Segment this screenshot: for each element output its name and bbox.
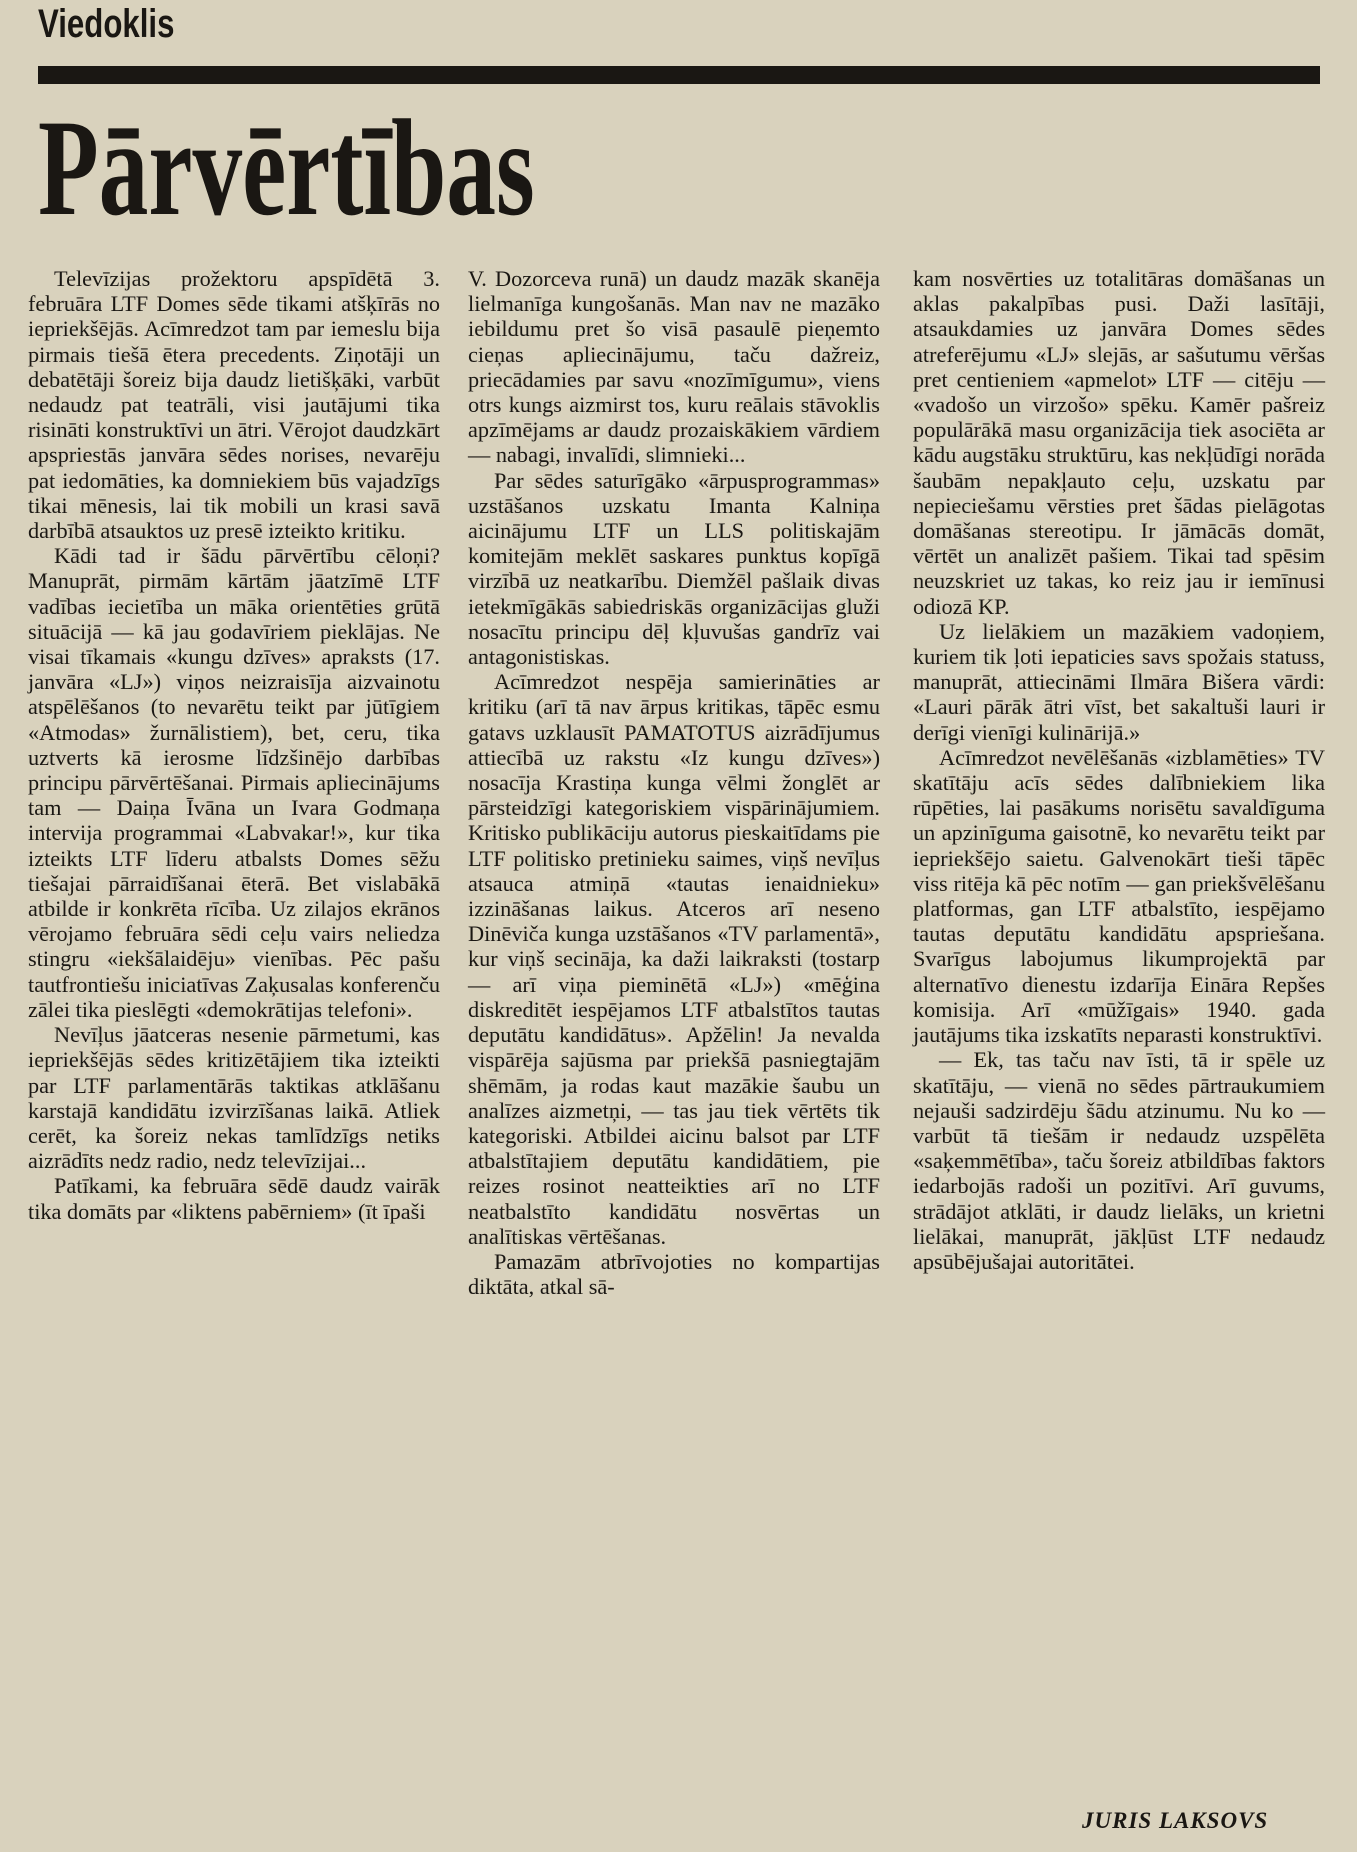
section-rubric: Viedoklis bbox=[38, 2, 175, 46]
article-column-1 bbox=[28, 266, 440, 1224]
paragraph: kam nosvērties uz totalitāras domāšanas un aklas pakalpības pusi. Daži lasītāji, atsaukdamies uz janvāra Domes sēdes atreferējumu «LJ» slejās, ar sašutumu vēršas pret centieniem «apmelot» LTF — citēju — «vadošo un virzošo» spēku. Kamēr pašreiz populārākā masu organizācija tiek asociēta ar kādu augstāku struktūru, kas nekļūdīgi norāda šaubām nepakļauto ceļu, uzskatu par nepieciešamu vērsties pret šādas pielāgotas domāšanas stereotipu. Ir jāmācās domāt, vērtēt un analizēt pašiem. Tikai tad spēsim neuzskriet uz takas, ko reiz jau ir iemīnusi odiozā KP. bbox=[913, 266, 1325, 619]
paragraph: — Ek, tas taču nav īsti, tā ir spēle uz skatītāju, — vienā no sēdes pārtraukumiem nejauši sadzirdēju šādu atzinumu. Nu ko — varbūt tā tiešām ir nedaudz uzspēlēta «saķemmētība», taču šoreiz atbildības faktors iedarbojās radoši un pozitīvi. Arī guvums, strādājot atklāti, ir daudz lielāks, un krietni lielākai, manuprāt, jākļūst LTF nedaudz apsūbējušajai autoritātei. bbox=[913, 1047, 1325, 1274]
paragraph: Televīzijas prožektoru apspīdētā 3. februāra LTF Domes sēde tikami atšķīrās no iepriekšējās. Acīmredzot tam par iemeslu bija pirmais tiešā ētera precedents. Ziņotāji un debatētāji šoreiz bija daudz lietišķāki, varbūt nedaudz pat teatrāli, visi jautājumi tika risināti konstruktīvi un ātri. Vērojot daudzkārt apspriestās janvāra sēdes norises, nevarēju pat iedomāties, ka domniekiem būs vajadzīgs tikai mēnesis, lai tik mobili un krasi savā darbībā atsauktos uz presē izteikto kritiku. bbox=[28, 266, 440, 544]
paragraph: Par sēdes saturīgāko «ārpusprogrammas» uzstāšanos uzskatu Imanta Kalniņa aicinājumu LTF un LLS politiskajām komitejām meklēt saskares punktus kopīgā virzībā uz neatkarību. Diemžēl pašlaik divas ietekmīgākās sabiedriskās organizācijas gluži nosacītu principu dēļ kļuvušas gandrīz vai antagonistiskas. bbox=[468, 467, 880, 670]
article-column-2 bbox=[468, 266, 880, 1299]
article-headline: Pārvērtības bbox=[38, 91, 535, 244]
paragraph: Kādi tad ir šādu pārvērtību cēloņi? Manuprāt, pirmām kārtām jāatzīmē LTF vadības iecietība un māka orientēties grūtā situācijā — kā jau godavīriem pieklājas. Ne visai tīkamais «kungu dzīves» apraksts (17. janvāra «LJ») viņos neizraisīja aizvainotu atspēlēšanos (to nevarētu teikt par jūtīgiem «Atmodas» žurnālistiem), bet, ceru, tika uztverts kā ierosme līdzšinējo darbības principu pārvērtēšanai. Pirmais apliecinājums tam — Daiņa Īvāna un Ivara Godmaņa intervija programmai «Labvakar!», kur tika izteikts LTF līderu atbalsts Domes sēžu tiešajai pārraidīšanai ēterā. Bet vislabākā atbilde ir konkrēta rīcība. Uz zilajos ekrānos vērojamo februāra sēdi ceļu vairs neliedza stingru «iekšālaidēju» vienības. Pēc pašu tautfrontiešu iniciatīvas Zaķusalas konferenču zālei tika pieslēgti «demokrātijas telefoni». bbox=[28, 543, 440, 1022]
header-rule bbox=[38, 66, 1320, 84]
author-signature: JURIS LAKSOVS bbox=[1082, 1808, 1269, 1833]
article-column-3 bbox=[913, 266, 1325, 1274]
paragraph: Patīkami, ka februāra sēdē daudz vairāk tika domāts par «liktens pabērniem» (īt īpaši bbox=[28, 1173, 440, 1224]
paragraph: Acīmredzot nevēlēšanās «izblamēties» TV skatītāju acīs sēdes dalībniekiem lika rūpēties, lai pasākums norisētu savaldīguma un apzinīguma gaisotnē, ko nevarētu teikt par iepriekšējo saietu. Galvenokārt tieši tāpēc viss ritēja kā pēc notīm — gan priekšvēlēšanu platformas, gan LTF atbalstīto, iespējamo tautas deputātu kandidātu apspriešana. Svarīgus labojumus likumprojektā par alternatīvo dienestu izdarīja Eināra Repšes komisija. Arī «mūžīgais» 1940. gada jautājums tika izskatīts neparasti konstruktīvi. bbox=[913, 744, 1325, 1048]
paragraph: Uz lielākiem un mazākiem vadoņiem, kuriem tik ļoti iepaticies savs spožais statuss, manuprāt, attiecināmi Ilmāra Bišera vārdi: «Lauri pārāk ātri vīst, bet sakaltuši lauri ir derīgi vienīgi kulinārijā.» bbox=[913, 618, 1325, 745]
paragraph: Acīmredzot nespēja samierināties ar kritiku (arī tā nav ārpus kritikas, tāpēc esmu gatavs uzklausīt PAMATOTUS aizrādījumus attiecībā uz rakstu «Iz kungu dzīves») nosacīja Krastiņa kunga vēlmi žonglēt ar pārsteidzīgi kategoriskiem vispārinājumiem. Kritisko publikāciju autorus pieskaitīdams pie LTF politisko pretinieku saimes, viņš nevīļus atsauca atmiņā «tautas ienaidnieku» izzināšanas laikus. Atceros arī neseno Dinēviča kunga uzstāšanos «TV parlamentā», kur viņš secināja, ka daži laikraksti (tostarp — arī viņa pieminētā «LJ») «mēģina diskreditēt iespējamos LTF atbalstītos tautas deputātu kandidātus». Apžēlin! Ja nevalda vispārēja sajūsma par priekšā pasniegtajām shēmām, ja rodas kaut mazākie šaubu un analīzes aizmetņi, — tas jau tiek vērtēts tik kategoriski. Atbildei aicinu balsot par LTF atbalstītajiem deputātu kandidātiem, pie reizes rosinot neatteikties arī no LTF neatbalstīto kandidātu nosvērtas un analītiskas vērtēšanas. bbox=[468, 669, 880, 1249]
paragraph: Pamazām atbrīvojoties no kompartijas diktāta, atkal sā- bbox=[468, 1248, 880, 1300]
paragraph: Nevīļus jāatceras nesenie pārmetumi, kas iepriekšējās sēdes kritizētājiem tika izteikti par LTF parlamentārās taktikas atklāšanu karstajā kandidātu izvirzīšanas laikā. Atliek cerēt, ka šoreiz nekas tamlīdzīgs netiks aizrādīts nedz radio, nedz televīzijai... bbox=[28, 1022, 440, 1174]
paragraph: V. Dozorceva runā) un daudz mazāk skanēja lielmanīga kungošanās. Man nav ne mazāko iebildumu pret šo visā pasaulē pieņemto cieņas apliecinājumu, taču dažreiz, priecādamies par savu «nozīmīgumu», viens otrs kungs aizmirst tos, kuru reālais stāvoklis apzīmējams ar daudz prozaiskākiem vārdiem — nabagi, invalīdi, slimnieki... bbox=[468, 266, 880, 468]
